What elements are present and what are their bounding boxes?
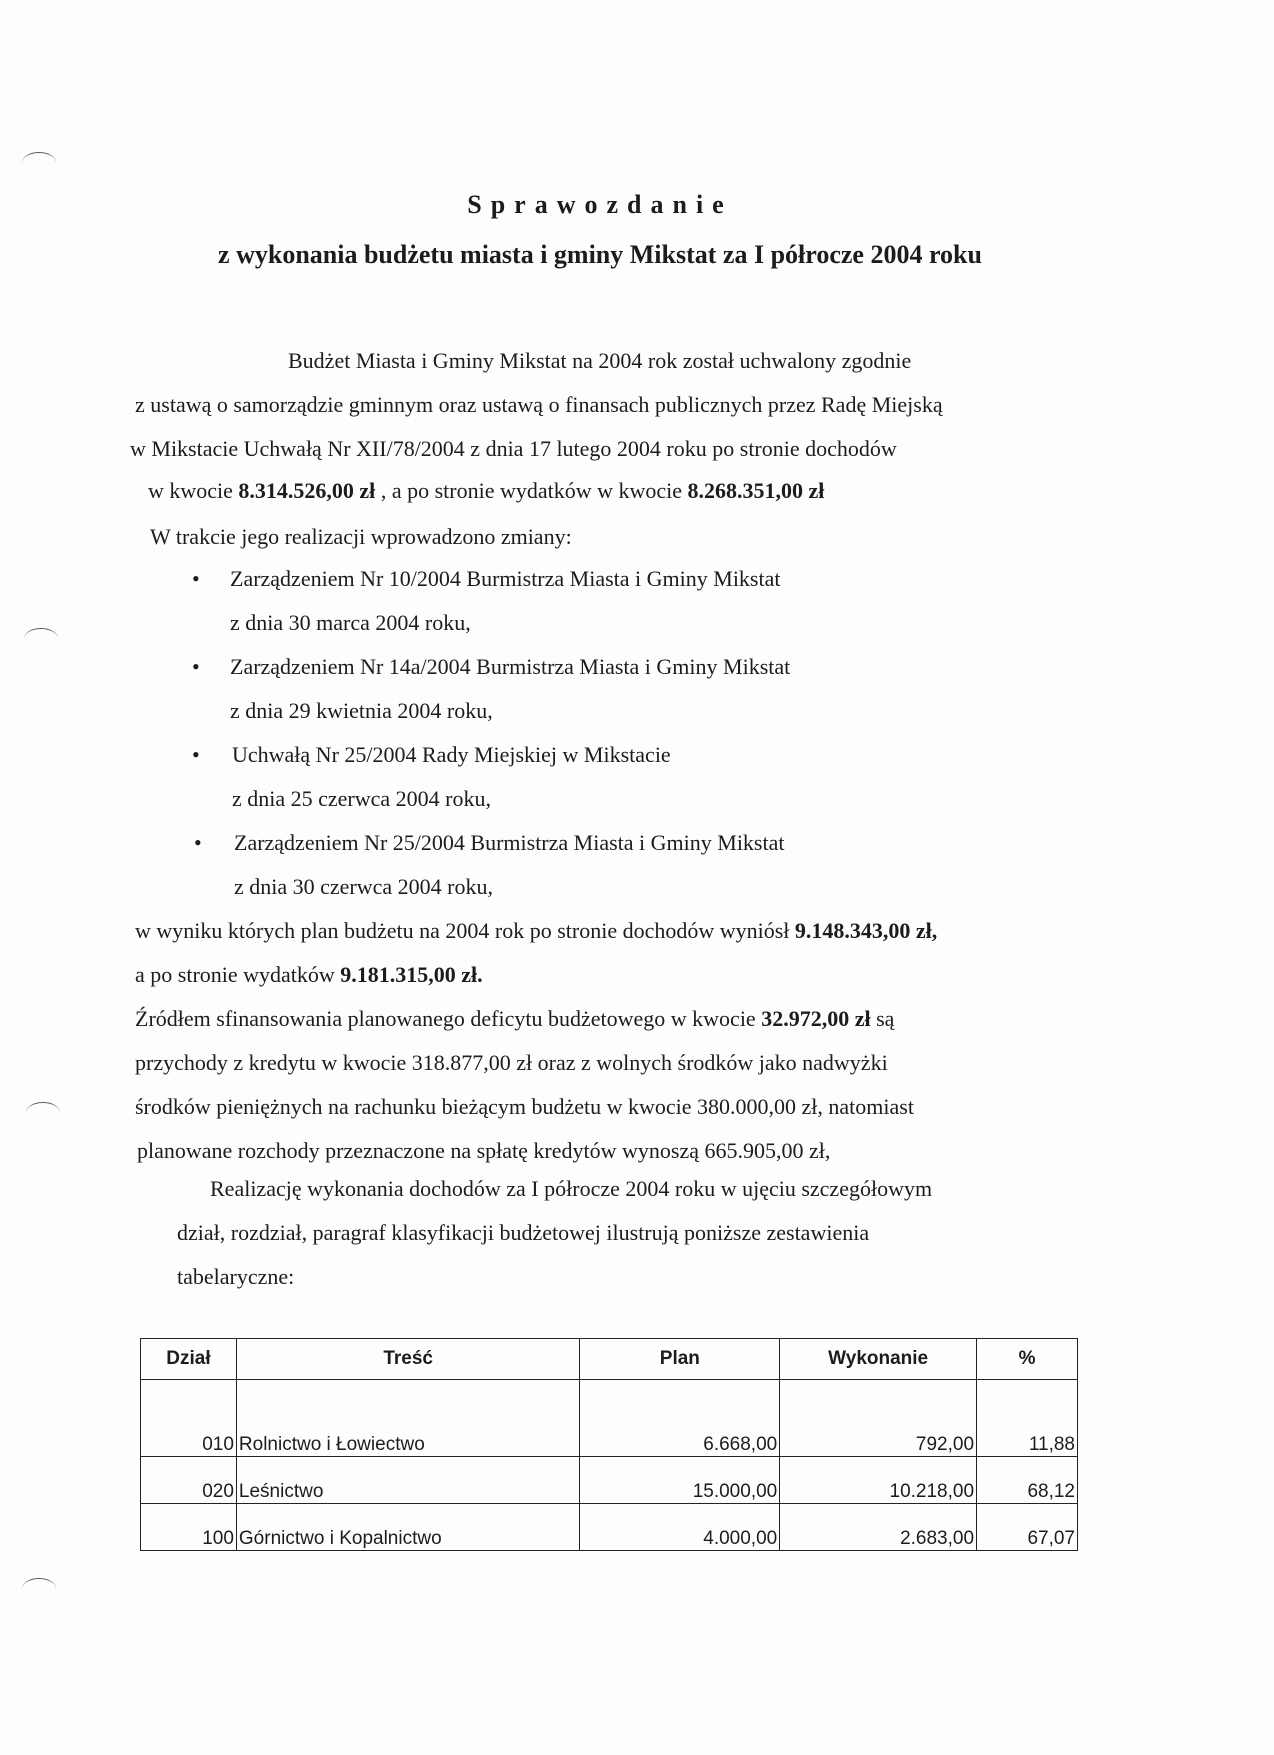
column-header-dzial: Dział <box>141 1339 237 1380</box>
cell-wykonanie: 792,00 <box>780 1380 977 1457</box>
change-item-title: Uchwałą Nr 25/2004 Rady Miejskiej w Mikstacie <box>232 742 671 767</box>
cell-wykonanie: 2.683,00 <box>780 1504 977 1551</box>
cell-dzial: 100 <box>141 1504 237 1551</box>
cell-plan: 6.668,00 <box>580 1380 780 1457</box>
cell-percent: 67,07 <box>977 1504 1078 1551</box>
realization-line-1: Realizację wykonania dochodów za I półrocze 2004 roku w ujęciu szczegółowym <box>210 1176 933 1201</box>
change-item-date: z dnia 29 kwietnia 2004 roku, <box>230 698 493 723</box>
intro-line-3: w Mikstacie Uchwałą Nr XII/78/2004 z dnia 17 lutego 2004 roku po stronie dochodów <box>130 436 897 461</box>
column-header-wykonanie: Wykonanie <box>780 1339 977 1380</box>
table-header-row <box>141 1339 1078 1380</box>
bullet-icon: • <box>192 654 200 679</box>
change-item-title: Zarządzeniem Nr 10/2004 Burmistrza Miasta i Gminy Mikstat <box>230 566 781 591</box>
change-item-date: z dnia 30 czerwca 2004 roku, <box>234 874 494 899</box>
table-row <box>141 1380 1078 1457</box>
result-line-4: przychody z kredytu w kwocie 318.877,00 zł oraz z wolnych środków jako nadwyżki <box>135 1050 888 1075</box>
table-row <box>141 1457 1078 1504</box>
text: w wyniku których plan budżetu na 2004 rok po stronie dochodów wyniósł <box>135 918 795 943</box>
result-line-3 <box>135 1006 894 1032</box>
punch-hole-mark <box>22 152 56 173</box>
cell-percent: 68,12 <box>977 1457 1078 1504</box>
change-item-title: Zarządzeniem Nr 25/2004 Burmistrza Miasta i Gminy Mikstat <box>234 830 785 855</box>
column-header-plan: Plan <box>580 1339 780 1380</box>
bullet-icon: • <box>194 830 202 855</box>
cell-plan: 15.000,00 <box>580 1457 780 1504</box>
intro-line-5: W trakcie jego realizacji wprowadzono zmiany: <box>150 524 572 549</box>
cell-tresc: Górnictwo i Kopalnictwo <box>236 1504 580 1551</box>
cell-dzial: 020 <box>141 1457 237 1504</box>
column-header-percent: % <box>977 1339 1078 1380</box>
bullet-icon: • <box>192 742 200 767</box>
result-line-5: środków pieniężnych na rachunku bieżącym budżetu w kwocie 380.000,00 zł, natomiast <box>135 1094 914 1119</box>
text: są <box>870 1006 895 1031</box>
table-row <box>141 1504 1078 1551</box>
intro-line-2: z ustawą o samorządzie gminnym oraz ustawą o finansach publicznych przez Radę Miejską <box>135 392 943 417</box>
punch-hole-mark <box>26 1102 60 1123</box>
realization-line-3: tabelaryczne: <box>177 1264 295 1289</box>
report-subtitle: z wykonania budżetu miasta i gminy Mikstat za I półrocze 2004 roku <box>218 240 982 269</box>
text: w kwocie <box>148 478 239 503</box>
cell-tresc: Leśnictwo <box>236 1457 580 1504</box>
expense-amount: 8.268.351,00 zł <box>687 478 825 503</box>
income-table <box>140 1338 1078 1551</box>
text: a po stronie wydatków <box>135 962 341 987</box>
change-item-date: z dnia 25 czerwca 2004 roku, <box>232 786 492 811</box>
change-item-title: Zarządzeniem Nr 14a/2004 Burmistrza Miasta i Gminy Mikstat <box>230 654 791 679</box>
planned-expenses: 9.181.315,00 zł. <box>340 962 483 987</box>
report-title: Sprawozdanie <box>467 190 733 219</box>
text: , a po stronie wydatków w kwocie <box>375 478 688 503</box>
text: Źródłem sfinansowania planowanego deficytu budżetowego w kwocie <box>135 1006 762 1031</box>
bullet-icon: • <box>192 566 200 591</box>
result-line-6: planowane rozchody przeznaczone na spłatę kredytów wynoszą 665.905,00 zł, <box>137 1138 831 1163</box>
cell-tresc: Rolnictwo i Łowiectwo <box>236 1380 580 1457</box>
column-header-tresc: Treść <box>236 1339 580 1380</box>
cell-plan: 4.000,00 <box>580 1504 780 1551</box>
cell-wykonanie: 10.218,00 <box>780 1457 977 1504</box>
deficit-amount: 32.972,00 zł <box>761 1006 871 1031</box>
result-line-1 <box>135 918 937 944</box>
realization-line-2: dział, rozdział, paragraf klasyfikacji budżetowej ilustrują poniższe zestawienia <box>177 1220 870 1245</box>
cell-percent: 11,88 <box>977 1380 1078 1457</box>
punch-hole-mark <box>22 1578 56 1599</box>
cell-dzial: 010 <box>141 1380 237 1457</box>
change-item-date: z dnia 30 marca 2004 roku, <box>230 610 471 635</box>
punch-hole-mark <box>24 628 58 649</box>
income-amount: 8.314.526,00 zł <box>238 478 376 503</box>
planned-income: 9.148.343,00 zł, <box>794 918 938 943</box>
result-line-2 <box>135 962 483 988</box>
intro-line-4 <box>148 478 824 504</box>
intro-line-1: Budżet Miasta i Gminy Mikstat na 2004 rok został uchwalony zgodnie <box>288 348 912 373</box>
